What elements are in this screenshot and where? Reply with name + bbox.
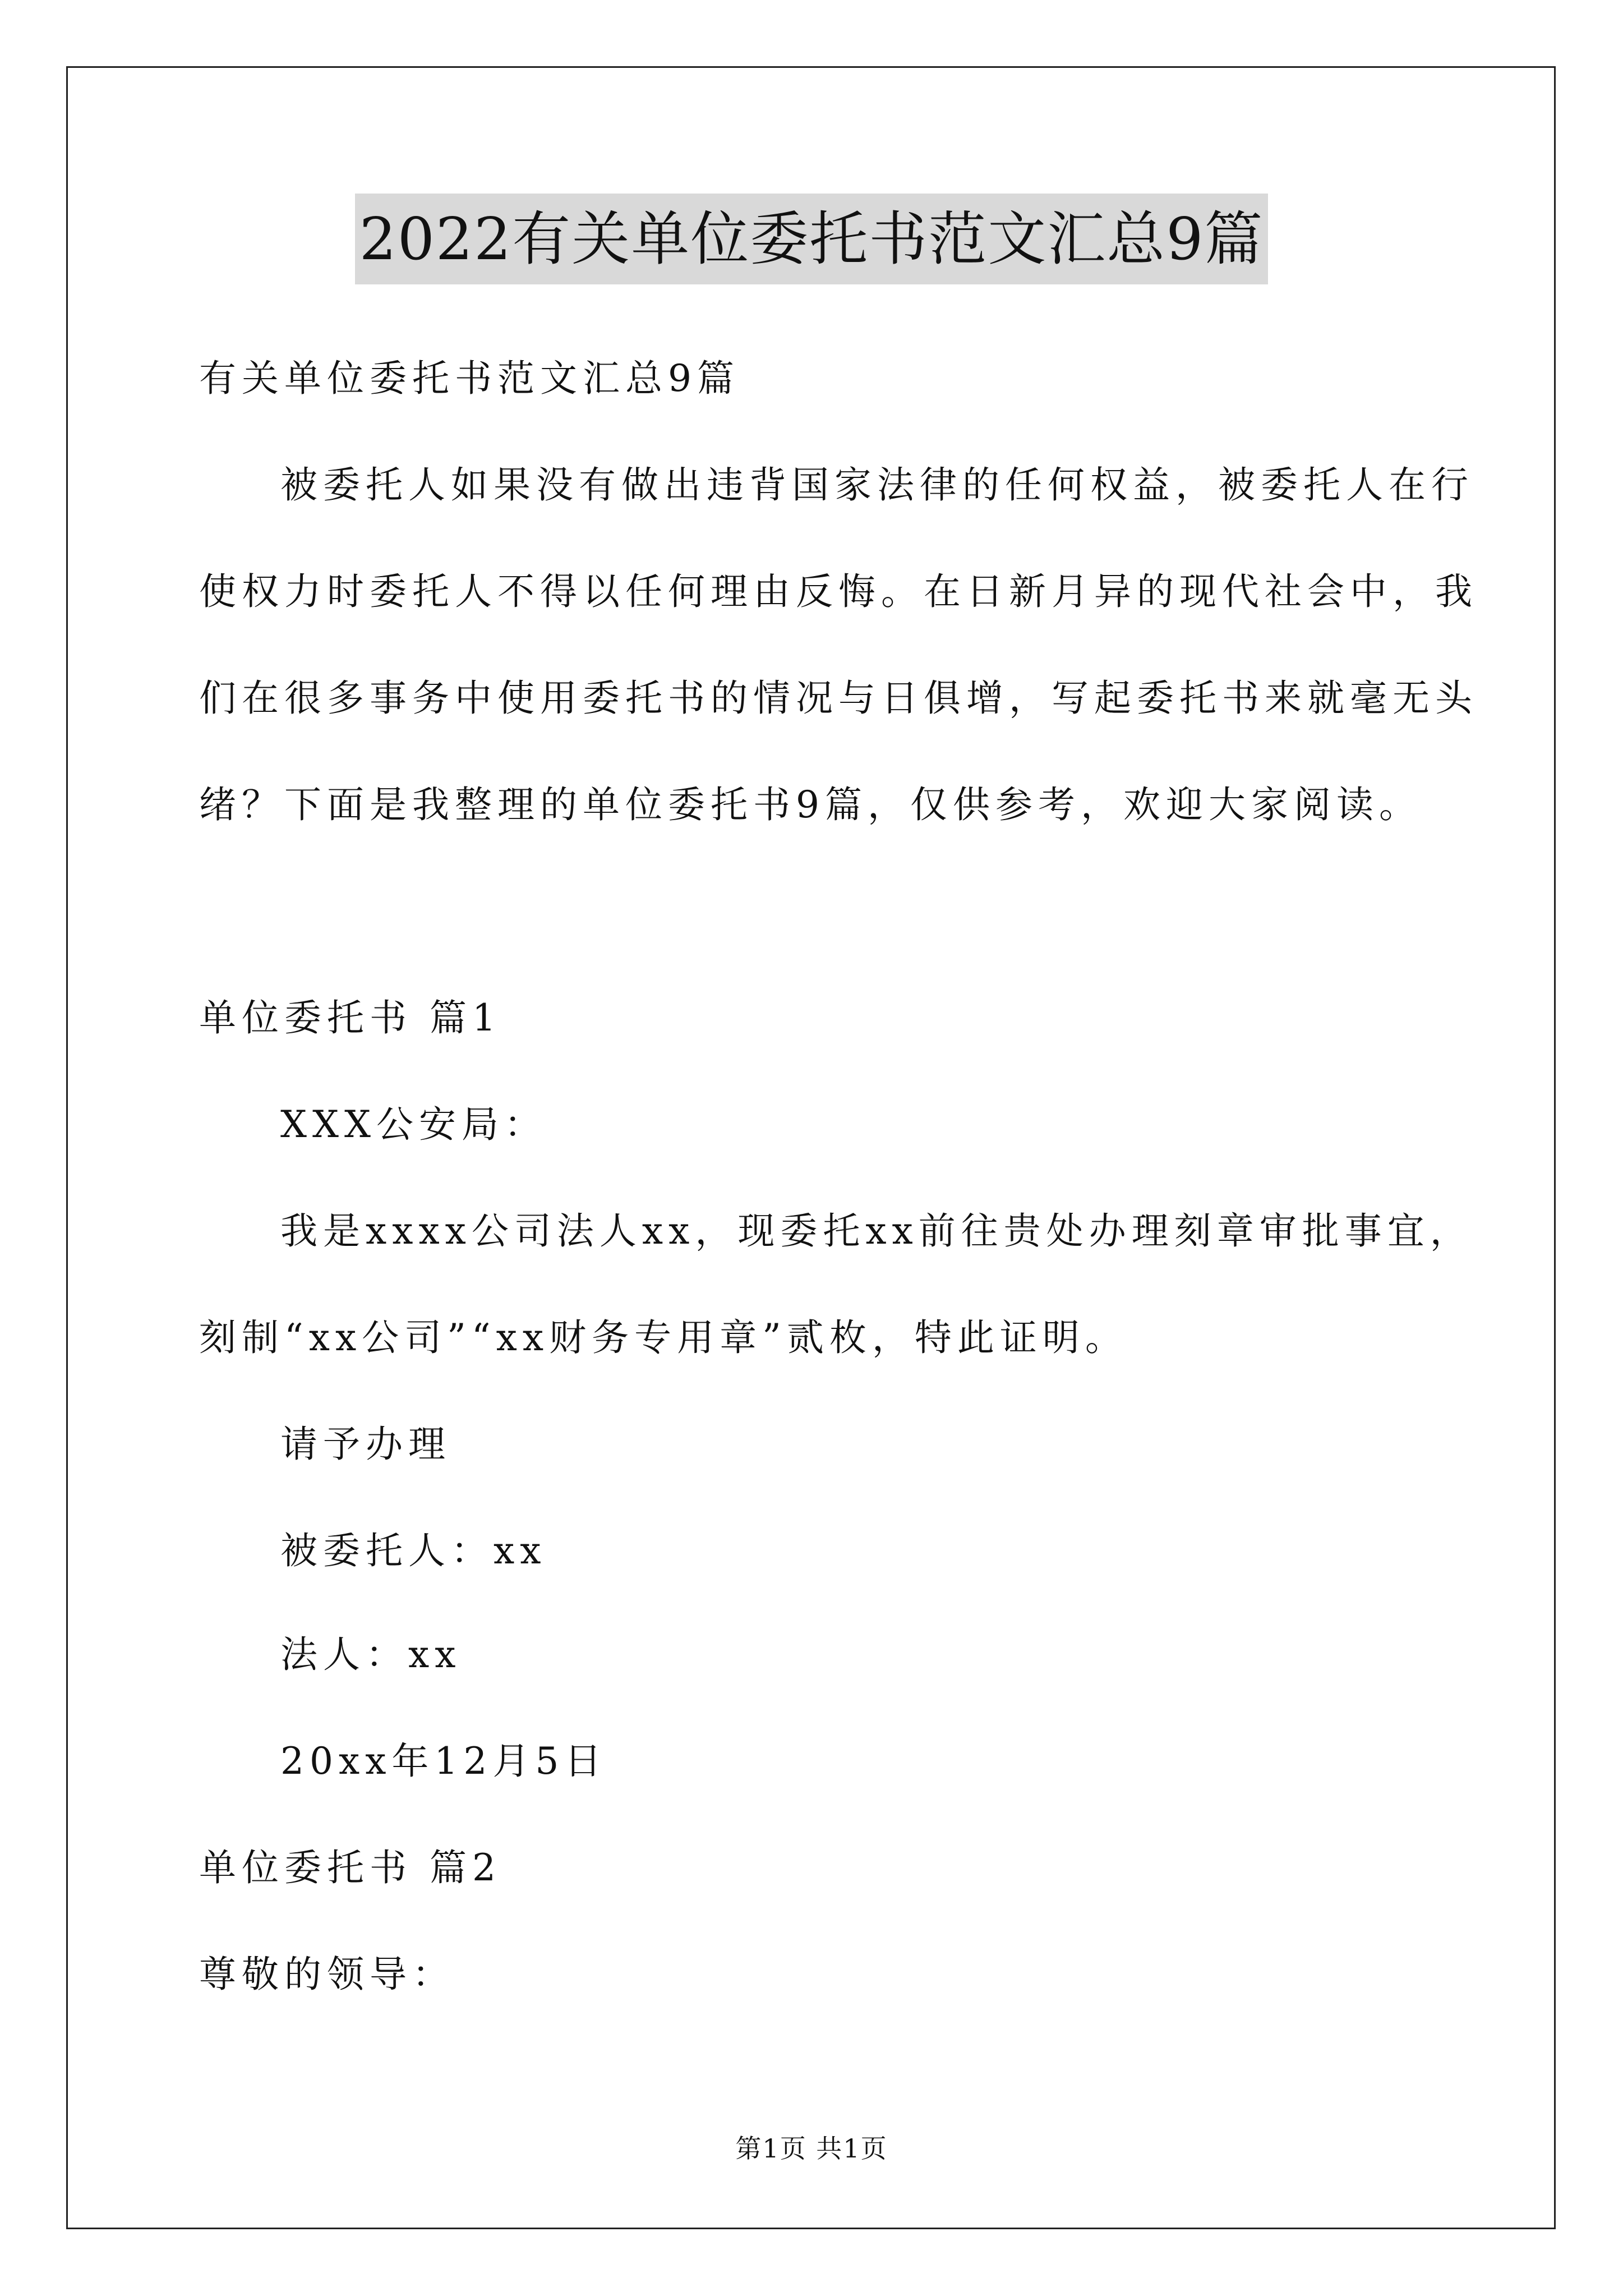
document-title: 2022有关单位委托书范文汇总9篇	[355, 194, 1269, 284]
intro-line-4: 绪？下面是我整理的单位委托书9篇，仅供参考，欢迎大家阅读。	[199, 783, 1422, 826]
section-1-body-line-2: 刻制“xx公司”“xx财务专用章”贰枚，特此证明。	[199, 1316, 1128, 1359]
intro-line-3: 们在很多事务中使用委托书的情况与日俱增，写起委托书来就毫无头	[199, 677, 1478, 720]
section-1-body-line-1: 我是xxxx公司法人xx，现委托xx前往贵处办理刻章审批事宜，	[280, 1209, 1473, 1253]
section-2-heading: 单位委托书 篇2	[199, 1846, 501, 1889]
section-1-legal-person: 法人：xx	[280, 1633, 462, 1676]
page-footer: 第1页 共1页	[735, 2133, 888, 2164]
section-1-date: 20xx年12月5日	[280, 1740, 607, 1783]
intro-line-2: 使权力时委托人不得以任何理由反悔。在日新月异的现代社会中，我	[199, 570, 1478, 613]
section-1-trustee: 被委托人：xx	[280, 1529, 547, 1572]
document-subtitle: 有关单位委托书范文汇总9篇	[199, 357, 740, 400]
section-1-addressee: XXX公安局：	[280, 1103, 547, 1146]
intro-line-1: 被委托人如果没有做出违背国家法律的任何权益，被委托人在行	[280, 463, 1474, 507]
section-1-request: 请予办理	[280, 1423, 451, 1466]
title-container	[0, 194, 1623, 284]
section-2-salutation: 尊敬的领导：	[199, 1953, 455, 1996]
section-1-heading: 单位委托书 篇1	[199, 996, 501, 1039]
